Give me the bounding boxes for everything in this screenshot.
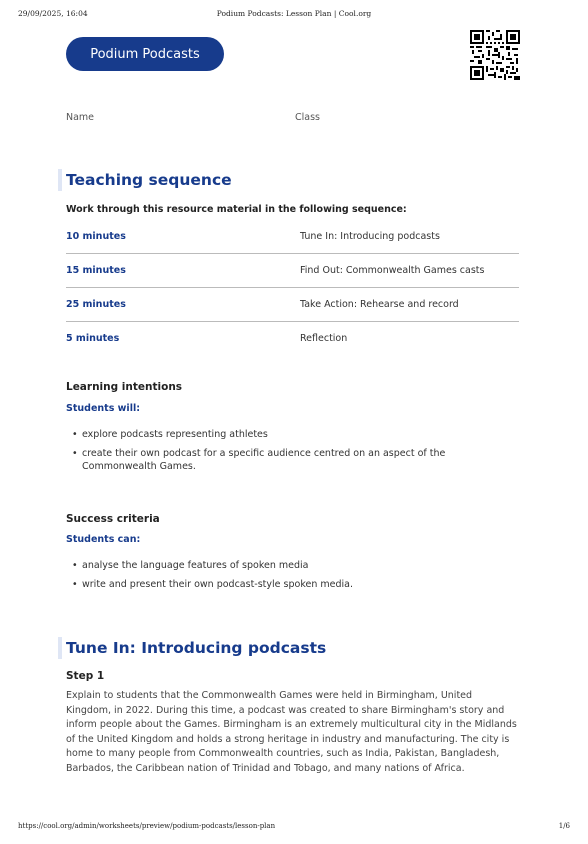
- sequence-time: 5 minutes: [66, 333, 120, 344]
- list-item: • explore podcasts representing athletes: [72, 428, 472, 442]
- teaching-sequence-title: Teaching sequence: [58, 169, 232, 191]
- learning-intentions-label: Students will:: [66, 403, 141, 414]
- name-field-label: Name: [66, 112, 95, 123]
- sequence-table: [66, 220, 519, 355]
- sequence-time: 15 minutes: [66, 265, 126, 276]
- success-criteria-heading: Success criteria: [66, 513, 160, 525]
- table-row: [66, 254, 519, 288]
- brand-badge: [66, 37, 224, 71]
- sequence-activity: Find Out: Commonwealth Games casts: [300, 265, 485, 276]
- print-page-number: 1/6: [558, 822, 570, 830]
- print-page-title: Podium Podcasts: Lesson Plan | Cool.org: [216, 9, 372, 18]
- teaching-sequence-intro: Work through this resource material in the following sequence:: [66, 204, 407, 215]
- list-item: • create their own podcast for a specific audience centred on an aspect of the Commonwealth Games.: [72, 447, 472, 474]
- step-body-text: Explain to students that the Commonwealth Games were held in Birmingham, United Kingdom, in 2022. During this time, a podcast was created to share Birmingham's story and inform people about the Games. Birmingham is an extremely multicultural city in the Midlands of the United Kingdom and holds a strong heritage in industry and manufacturing. The city is home to many people from Commonwealth countries, such as India, Pakistan, Bangladesh, Barbados, the Caribbean nation of Trinidad and Tobago, and many nations of Africa.: [66, 690, 517, 774]
- learning-intentions-heading: Learning intentions: [66, 381, 183, 393]
- print-footer: [18, 822, 570, 834]
- success-criteria-label: Students can:: [66, 534, 141, 545]
- table-row: [66, 220, 519, 254]
- qr-code-icon: [470, 30, 520, 80]
- table-row: [66, 322, 519, 355]
- sequence-activity: Take Action: Rehearse and record: [300, 299, 459, 310]
- brand-label: Podium Podcasts: [90, 46, 200, 62]
- print-header: [18, 9, 570, 21]
- print-url: https://cool.org/admin/worksheets/preview/podium-podcasts/lesson-plan: [18, 822, 276, 830]
- step-heading: Step 1: [66, 670, 105, 682]
- sequence-time: 10 minutes: [66, 231, 126, 242]
- class-field-label: Class: [295, 112, 320, 123]
- sequence-time: 25 minutes: [66, 299, 126, 310]
- print-datetime: 29/09/2025, 16:04: [18, 9, 88, 18]
- sequence-activity: Tune In: Introducing podcasts: [300, 231, 440, 242]
- tune-in-title: Tune In: Introducing podcasts: [58, 637, 326, 659]
- success-criteria-list: [72, 559, 472, 596]
- list-item: • write and present their own podcast-style spoken media.: [72, 578, 472, 592]
- table-row: [66, 288, 519, 322]
- list-item: • analyse the language features of spoken media: [72, 559, 472, 573]
- sequence-activity: Reflection: [300, 333, 348, 344]
- learning-intentions-list: [72, 428, 472, 479]
